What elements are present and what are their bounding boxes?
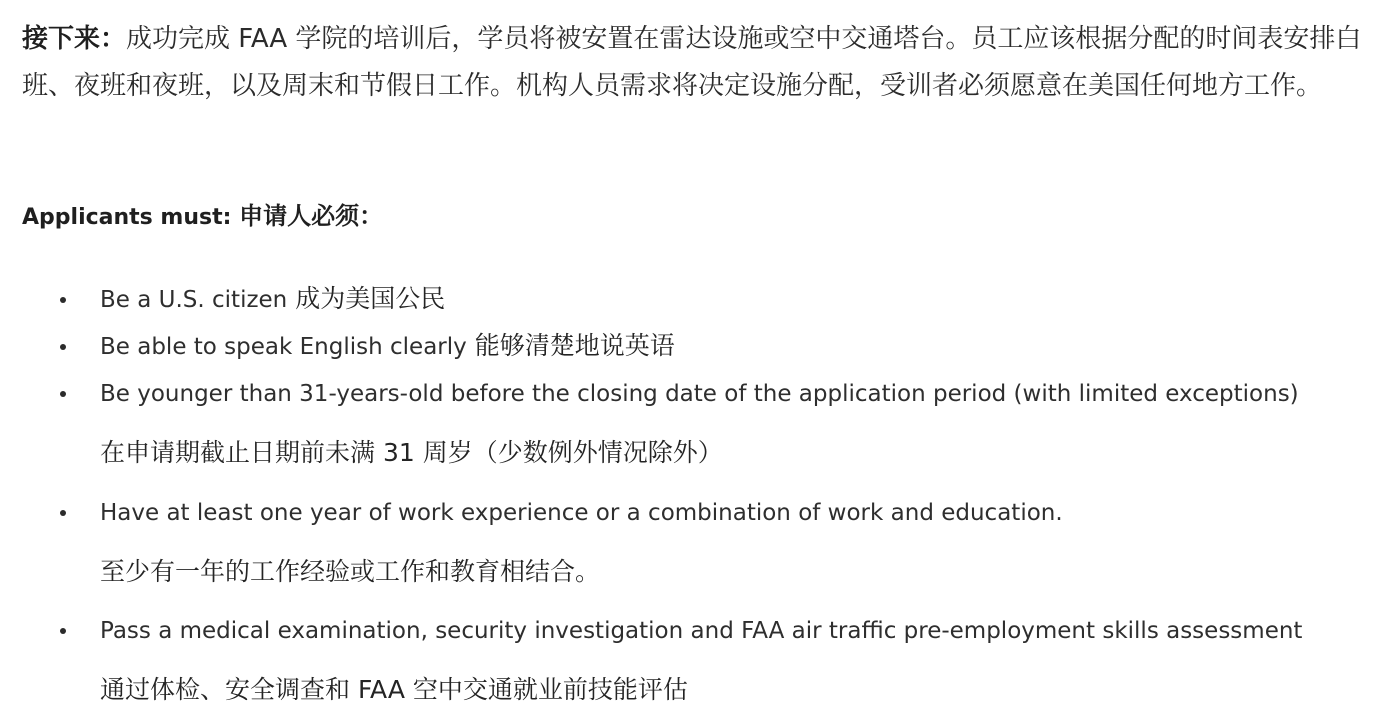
requirement-en: Have at least one year of work experience or a combination of work and education. [100, 500, 1063, 526]
list-item [100, 325, 675, 369]
intro-label: 接下来： [22, 24, 127, 54]
requirement-en: Pass a medical examination, security investigation and FAA air traffic pre-employment skills assessment [100, 618, 1303, 644]
intro-paragraph [22, 16, 1377, 110]
list-item [100, 609, 1302, 712]
requirement-cn: 能够清楚地说英语 [474, 331, 675, 360]
requirement-cn: 至少有一年的工作经验或工作和教育相结合。 [100, 557, 601, 586]
list-item [100, 372, 1299, 475]
requirements-title-en: Applicants must: [22, 205, 232, 230]
requirements-heading [22, 196, 383, 238]
list-item [100, 278, 445, 322]
requirement-en: Be a U.S. citizen [100, 287, 288, 313]
requirement-cn: 在申请期截止日期前未满 31 周岁（少数例外情况除外） [100, 438, 723, 467]
requirement-cn: 成为美国公民 [295, 284, 446, 313]
list-item [100, 491, 1063, 594]
requirements-title-cn: 申请人必须： [239, 202, 384, 230]
requirement-en: Be able to speak English clearly [100, 334, 467, 360]
requirement-en: Be younger than 31-years-old before the closing date of the application period (with limited exceptions) [100, 381, 1299, 407]
intro-text: 成功完成 FAA 学院的培训后，学员将被安置在雷达设施或空中交通塔台。员工应该根据分配的时间表安排白班、夜班和夜班，以及周末和节假日工作。机构人员需求将决定设施分配，受训者必须愿意在美国任何地方工作。 [22, 24, 1362, 101]
requirement-cn: 通过体检、安全调查和 FAA 空中交通就业前技能评估 [100, 675, 688, 704]
